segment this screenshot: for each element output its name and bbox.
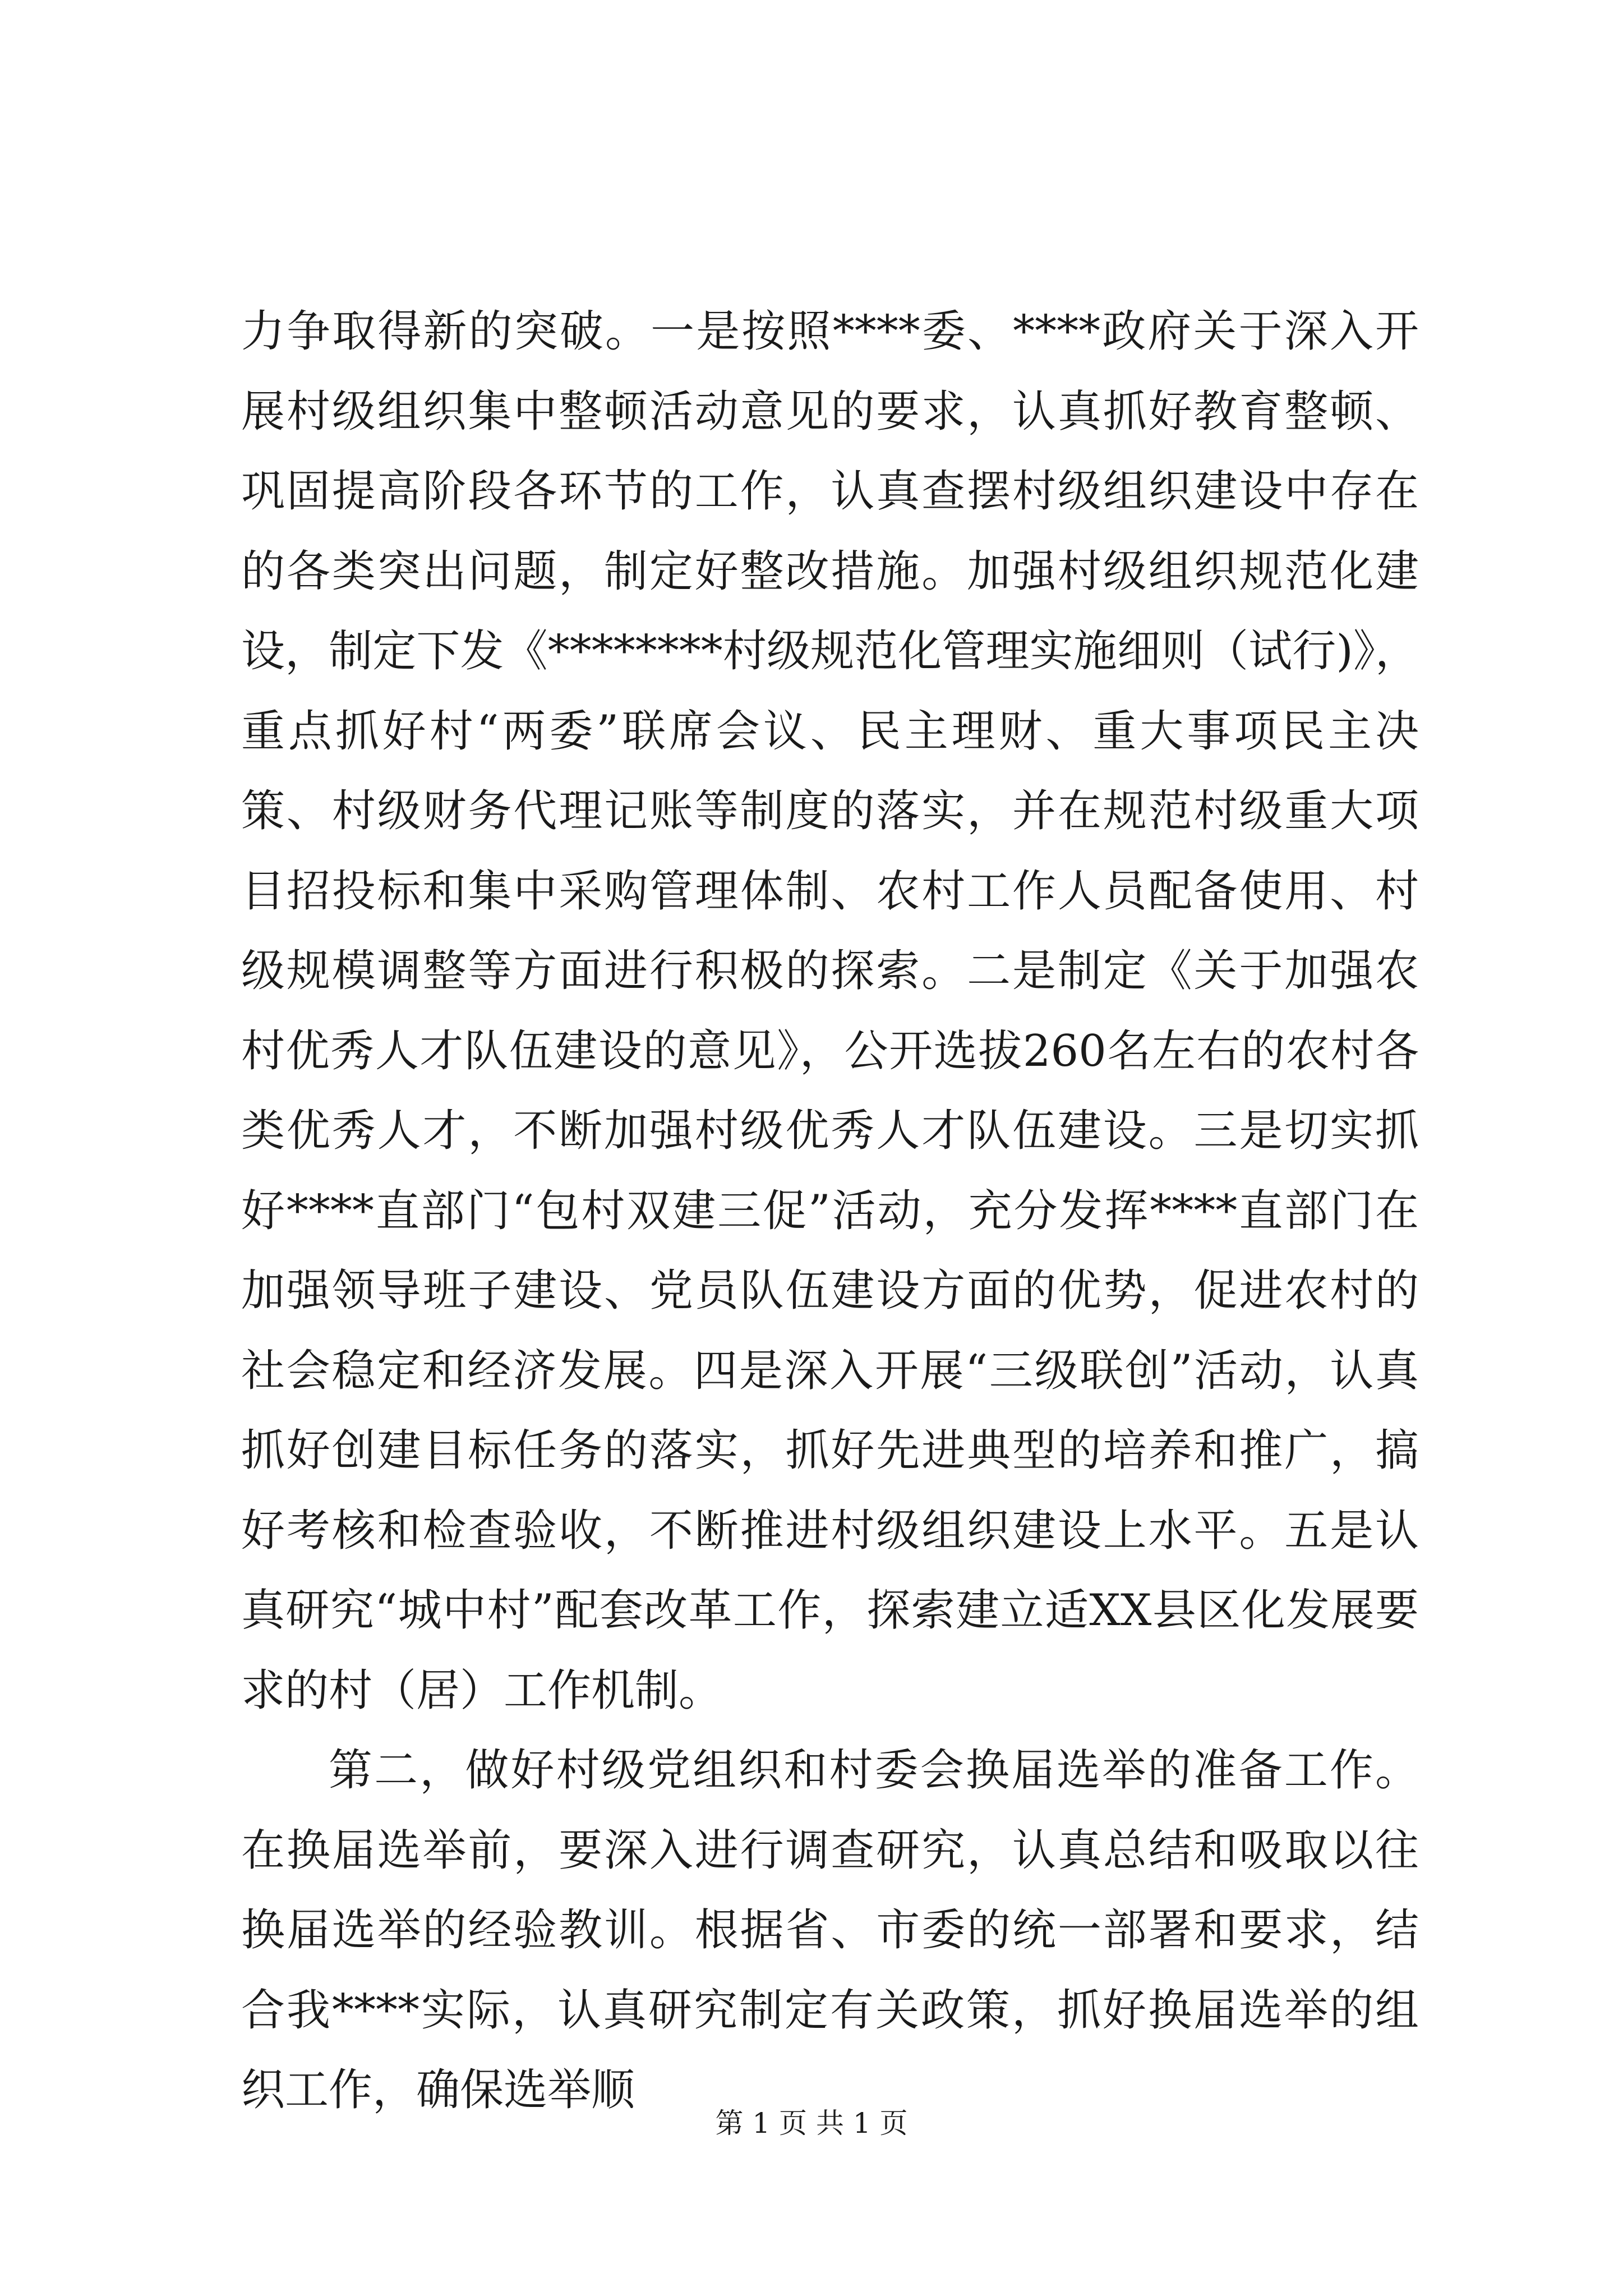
page-footer: 第 1 页 共 1 页 [715,2107,908,2139]
paragraph-2: 第二，做好村级党组织和村委会换届选举的准备工作。在换届选举前，要深入进行调查研究，认真总结和吸取以往换届选举的经验教训。根据省、市委的统一部署和要求，结合我****实际，认真研究制定有关政策，抓好换届选举的组织工作，确保选举顺 [241,1745,1419,2115]
document-body [241,292,1419,2131]
paragraph-1: 力争取得新的突破。一是按照****委、****政府关于深入开展村级组织集中整顿活动意见的要求，认真抓好教育整顿、巩固提高阶段各环节的工作，认真查摆村级组织建设中存在的各类突出问题，制定好整改措施。加强村级组织规范化建设，制定下发《********村级规范化管理实施细则（试行)》，重点抓好村“两委”联席会议、民主理财、重大事项民主决策、村级财务代理记账等制度的落实，并在规范村级重大项目招投标和集中采购管理体制、农村工作人员配备使用、村级规模调整等方面进行积极的探索。二是制定《关于加强农村优秀人才队伍建设的意见》，公开选拔260名左右的农村各类优秀人才，不断加强村级优秀人才队伍建设。三是切实抓好****直部门“包村双建三促”活动，充分发挥****直部门在加强领导班子建设、党员队伍建设方面的优势，促进农村的社会稳定和经济发展。四是深入开展“三级联创”活动，认真抓好创建目标任务的落实，抓好先进典型的培养和推广，搞好考核和检查验收，不断推进村级组织建设上水平。五是认真研究“城中村”配套改革工作，探索建立适XX县区化发展要求的村（居）工作机制。 [241,306,1419,1716]
